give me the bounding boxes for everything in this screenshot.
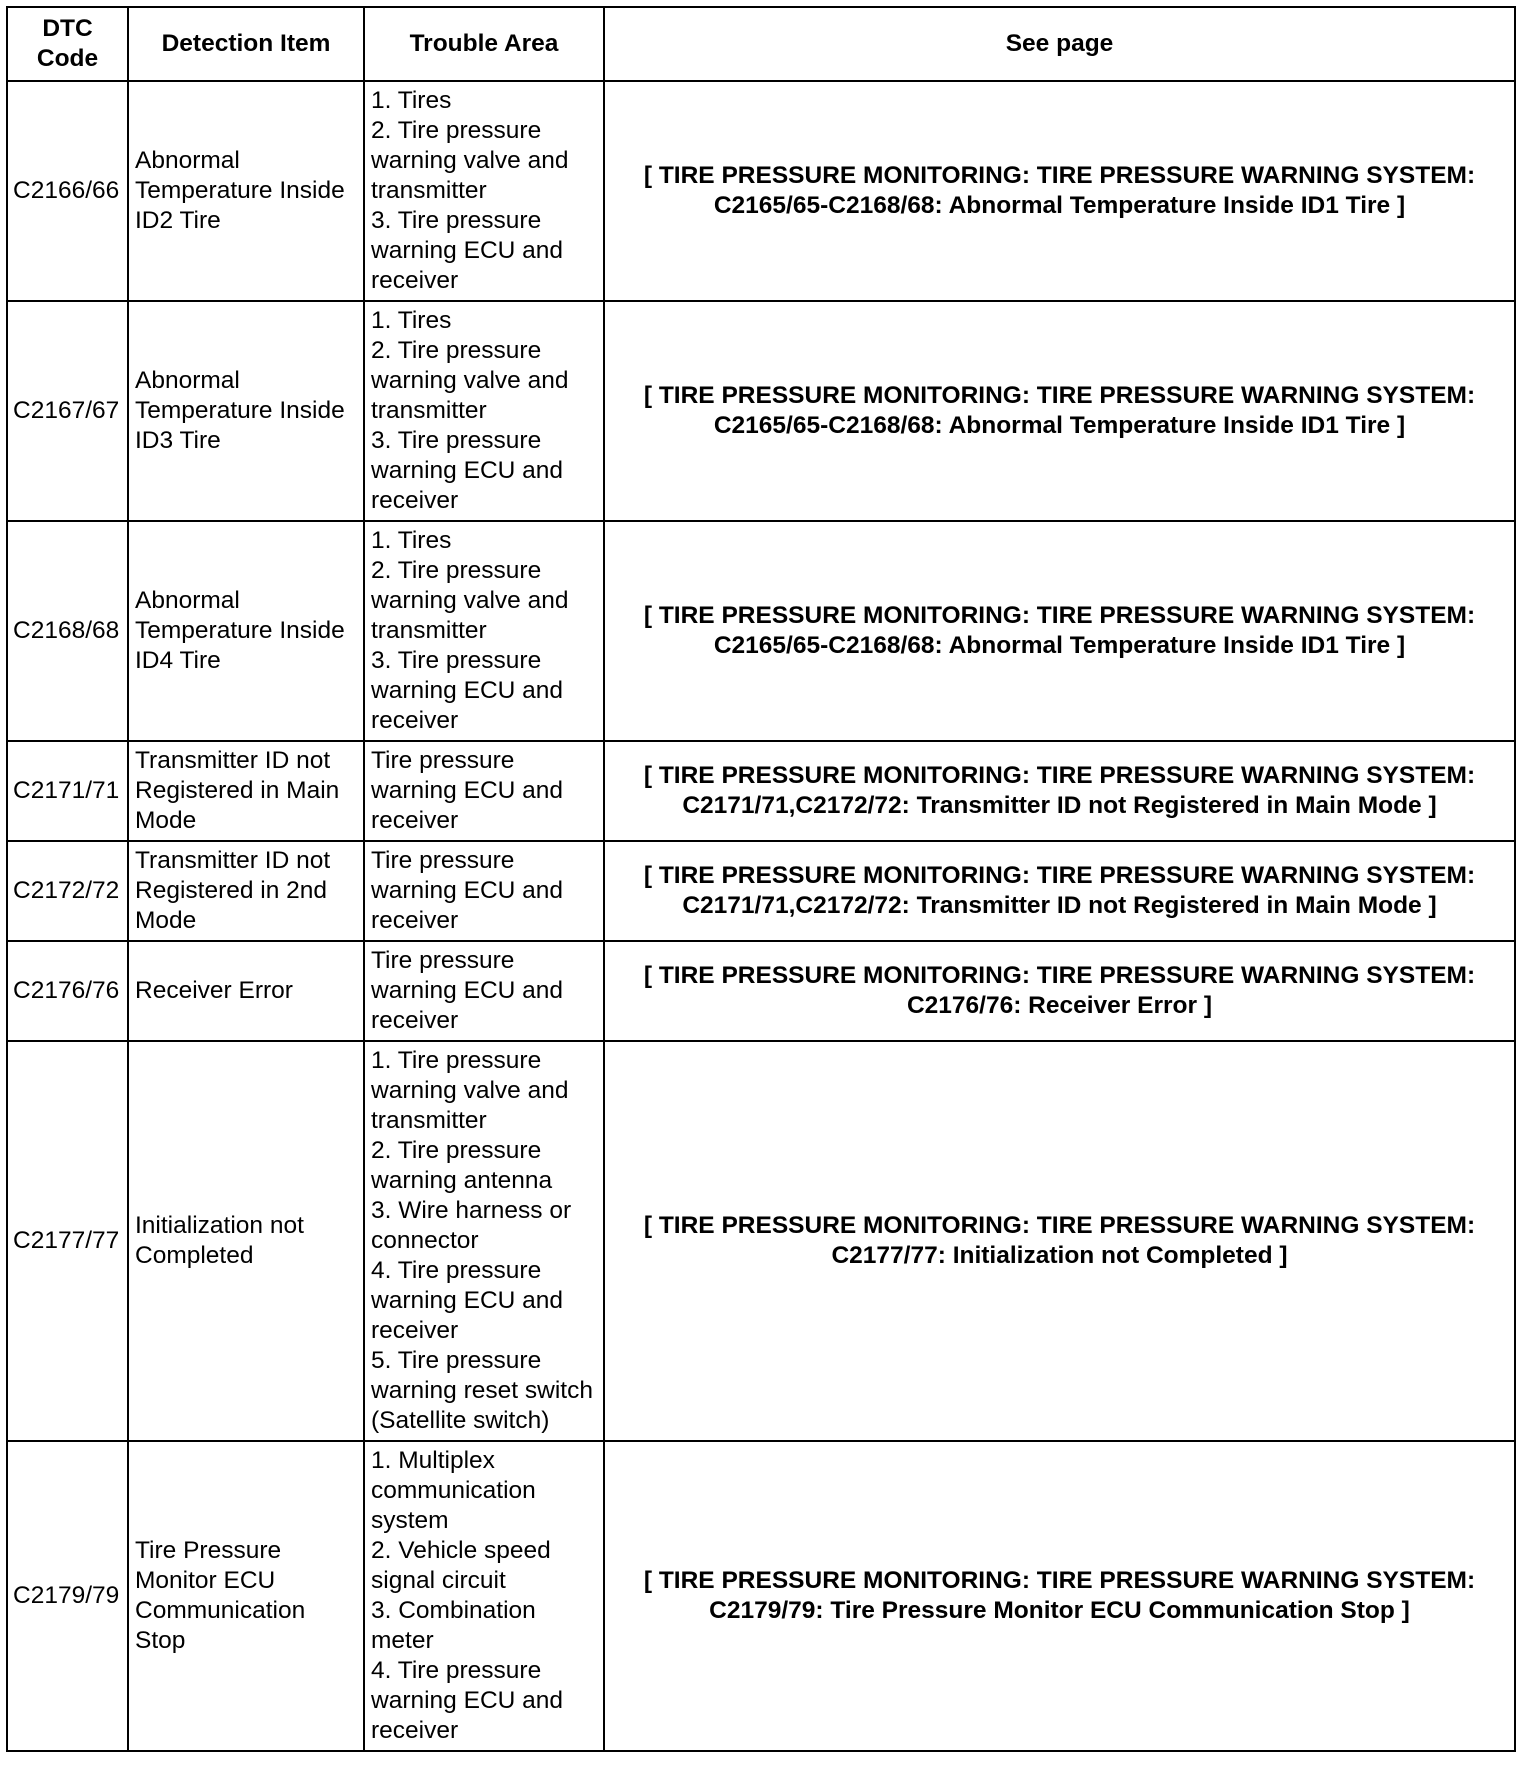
- detection-item: Initialization not Completed: [128, 1041, 364, 1441]
- dtc-code: C2171/71: [7, 741, 128, 841]
- dtc-code: C2176/76: [7, 941, 128, 1041]
- see-page-line: [ TIRE PRESSURE MONITORING: TIRE PRESSURE WARNING SYSTEM:: [643, 162, 1476, 189]
- detection-item: Abnormal Temperature Inside ID4 Tire: [128, 521, 364, 741]
- detection-item: Abnormal Temperature Inside ID3 Tire: [128, 301, 364, 521]
- trouble-area-item: 3. Wire harness or connector: [371, 1197, 572, 1254]
- trouble-area-item: 1. Tires: [371, 527, 452, 554]
- trouble-area: [364, 841, 604, 941]
- trouble-area-item: 3. Tire pressure warning ECU and receiver: [371, 207, 564, 294]
- trouble-area-item: 4. Tire pressure warning ECU and receiver: [371, 1657, 564, 1744]
- table-row: [7, 741, 1515, 841]
- trouble-area-item: 2. Tire pressure warning valve and transmitter: [371, 337, 569, 424]
- see-page-line: C2176/76: Receiver Error ]: [906, 992, 1213, 1019]
- trouble-area-item: 3. Tire pressure warning ECU and receiver: [371, 647, 564, 734]
- header-see-page: See page: [604, 7, 1515, 81]
- see-page-line: C2165/65-C2168/68: Abnormal Temperature Inside ID1 Tire ]: [713, 412, 1406, 439]
- trouble-area: [364, 301, 604, 521]
- trouble-area-item: 4. Tire pressure warning ECU and receiver: [371, 1257, 564, 1344]
- trouble-area-item: 5. Tire pressure warning reset switch (Satellite switch): [371, 1347, 593, 1434]
- header-dtc-code-line2: Code: [36, 45, 99, 72]
- see-page-line: [ TIRE PRESSURE MONITORING: TIRE PRESSURE WARNING SYSTEM:: [643, 762, 1476, 789]
- table-row: [7, 81, 1515, 301]
- trouble-area: [364, 741, 604, 841]
- trouble-area-item: 1. Tires: [371, 307, 452, 334]
- trouble-area-item: 3. Combination meter: [371, 1597, 536, 1654]
- detection-item: Transmitter ID not Registered in 2nd Mode: [128, 841, 364, 941]
- trouble-area: [364, 1041, 604, 1441]
- see-page-link[interactable]: [604, 81, 1515, 301]
- see-page-line: [ TIRE PRESSURE MONITORING: TIRE PRESSURE WARNING SYSTEM:: [643, 962, 1476, 989]
- table-row: [7, 1041, 1515, 1441]
- trouble-area-item: 2. Tire pressure warning valve and transmitter: [371, 557, 569, 644]
- see-page-link[interactable]: [604, 301, 1515, 521]
- table-row: [7, 841, 1515, 941]
- dtc-table: [6, 6, 1516, 1752]
- see-page-line: [ TIRE PRESSURE MONITORING: TIRE PRESSURE WARNING SYSTEM:: [643, 602, 1476, 629]
- see-page-line: C2171/71,C2172/72: Transmitter ID not Registered in Main Mode ]: [682, 892, 1437, 919]
- header-dtc-code-line1: DTC: [42, 15, 93, 42]
- header-detection-item: Detection Item: [128, 7, 364, 81]
- see-page-line: C2165/65-C2168/68: Abnormal Temperature Inside ID1 Tire ]: [713, 632, 1406, 659]
- see-page-link[interactable]: [604, 1441, 1515, 1751]
- detection-item: Receiver Error: [128, 941, 364, 1041]
- trouble-area: [364, 521, 604, 741]
- see-page-link[interactable]: [604, 841, 1515, 941]
- trouble-area-item: 2. Tire pressure warning antenna: [371, 1137, 553, 1194]
- trouble-area-item: 1. Tire pressure warning valve and transmitter: [371, 1047, 569, 1134]
- see-page-line: [ TIRE PRESSURE MONITORING: TIRE PRESSURE WARNING SYSTEM:: [643, 862, 1476, 889]
- dtc-code: C2172/72: [7, 841, 128, 941]
- see-page-line: C2177/77: Initialization not Completed ]: [831, 1242, 1288, 1269]
- trouble-area-item: Tire pressure warning ECU and receiver: [371, 747, 564, 834]
- see-page-line: C2171/71,C2172/72: Transmitter ID not Registered in Main Mode ]: [682, 792, 1437, 819]
- dtc-code: C2177/77: [7, 1041, 128, 1441]
- detection-item: Tire Pressure Monitor ECU Communication Stop: [128, 1441, 364, 1751]
- see-page-link[interactable]: [604, 1041, 1515, 1441]
- dtc-code: C2168/68: [7, 521, 128, 741]
- see-page-link[interactable]: [604, 521, 1515, 741]
- see-page-line: [ TIRE PRESSURE MONITORING: TIRE PRESSURE WARNING SYSTEM:: [643, 1212, 1476, 1239]
- header-row: [7, 7, 1515, 81]
- dtc-code: C2167/67: [7, 301, 128, 521]
- trouble-area-item: Tire pressure warning ECU and receiver: [371, 947, 564, 1034]
- table-row: [7, 1441, 1515, 1751]
- trouble-area: [364, 941, 604, 1041]
- header-trouble-area: Trouble Area: [364, 7, 604, 81]
- see-page-link[interactable]: [604, 741, 1515, 841]
- detection-item: Transmitter ID not Registered in Main Mode: [128, 741, 364, 841]
- trouble-area-item: 1. Multiplex communication system: [371, 1447, 536, 1534]
- trouble-area-item: Tire pressure warning ECU and receiver: [371, 847, 564, 934]
- trouble-area: [364, 1441, 604, 1751]
- detection-item: Abnormal Temperature Inside ID2 Tire: [128, 81, 364, 301]
- trouble-area: [364, 81, 604, 301]
- trouble-area-item: 2. Vehicle speed signal circuit: [371, 1537, 551, 1594]
- table-row: [7, 941, 1515, 1041]
- header-dtc-code: [7, 7, 128, 81]
- trouble-area-item: 3. Tire pressure warning ECU and receiver: [371, 427, 564, 514]
- see-page-line: C2179/79: Tire Pressure Monitor ECU Communication Stop ]: [709, 1597, 1410, 1624]
- table-row: [7, 521, 1515, 741]
- trouble-area-item: 1. Tires: [371, 87, 452, 114]
- dtc-code: C2179/79: [7, 1441, 128, 1751]
- see-page-line: C2165/65-C2168/68: Abnormal Temperature Inside ID1 Tire ]: [713, 192, 1406, 219]
- see-page-link[interactable]: [604, 941, 1515, 1041]
- trouble-area-item: 2. Tire pressure warning valve and transmitter: [371, 117, 569, 204]
- table-row: [7, 301, 1515, 521]
- see-page-line: [ TIRE PRESSURE MONITORING: TIRE PRESSURE WARNING SYSTEM:: [643, 382, 1476, 409]
- see-page-line: [ TIRE PRESSURE MONITORING: TIRE PRESSURE WARNING SYSTEM:: [643, 1567, 1476, 1594]
- dtc-code: C2166/66: [7, 81, 128, 301]
